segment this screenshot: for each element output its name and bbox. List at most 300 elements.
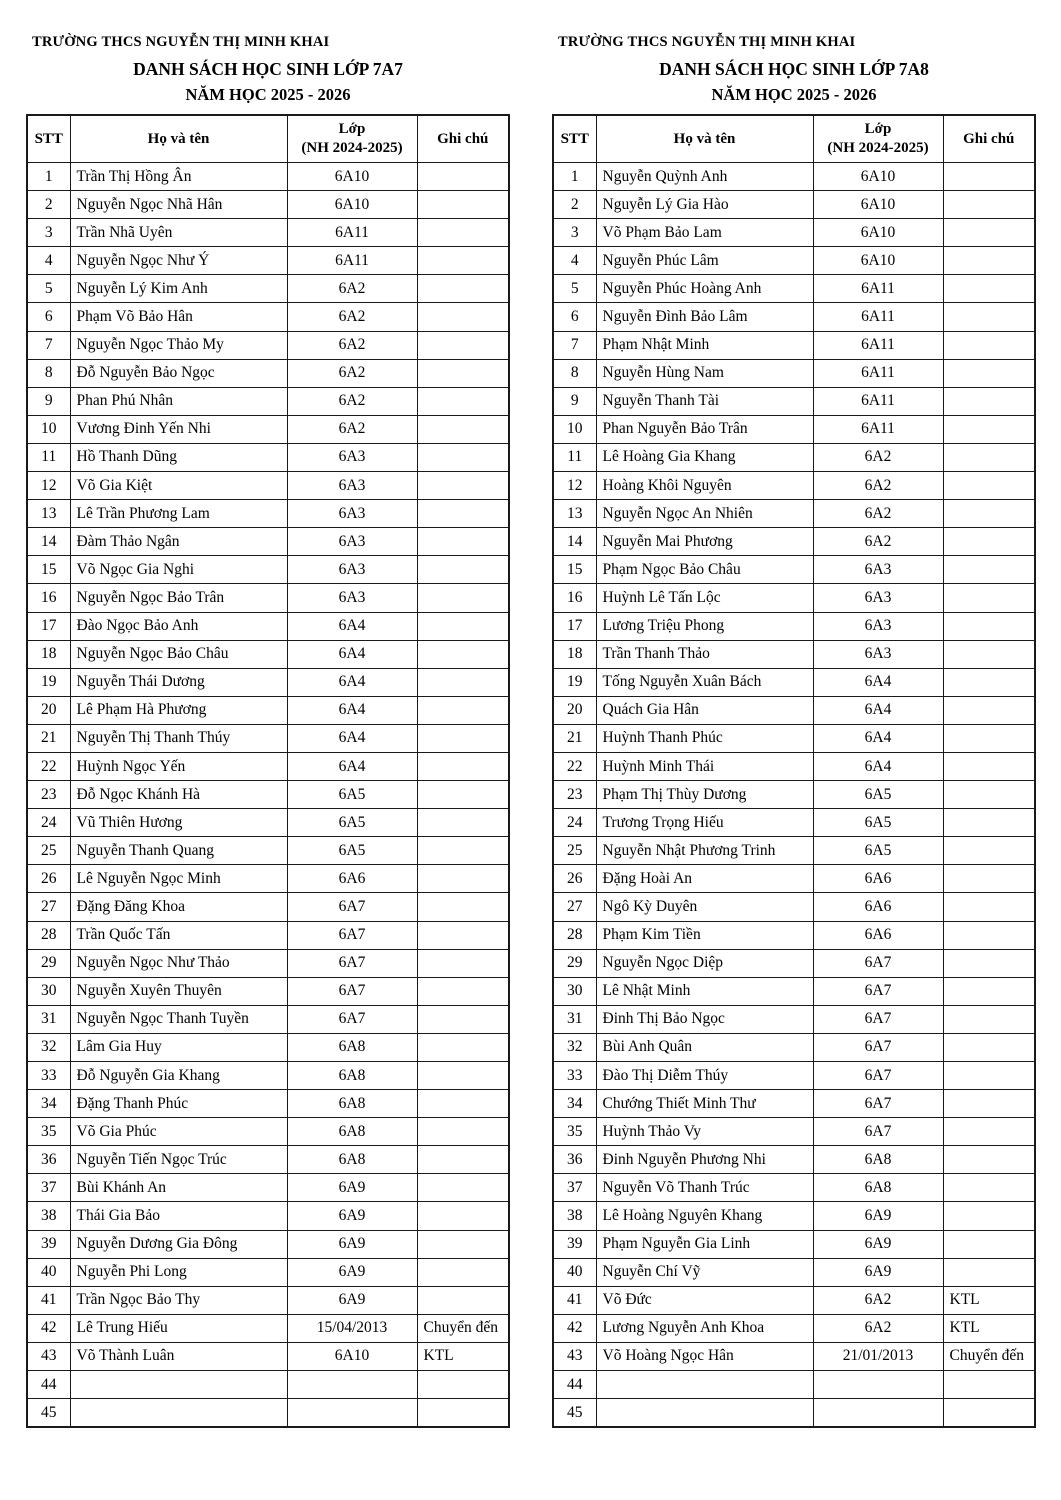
table-row xyxy=(553,1258,1035,1286)
table-row xyxy=(27,247,509,275)
table-row xyxy=(553,1062,1035,1090)
note-cell xyxy=(943,1230,1035,1258)
table-row xyxy=(27,1230,509,1258)
stt-cell: 12 xyxy=(553,472,596,500)
stt-cell: 37 xyxy=(553,1174,596,1202)
note-cell xyxy=(417,1230,509,1258)
column-header-note: Ghi chú xyxy=(417,115,509,163)
stt-cell: 41 xyxy=(553,1286,596,1314)
stt-cell: 39 xyxy=(553,1230,596,1258)
stt-cell: 25 xyxy=(553,837,596,865)
note-cell xyxy=(943,640,1035,668)
note-cell xyxy=(417,1399,509,1428)
name-cell: Phan Nguyễn Bảo Trân xyxy=(596,415,813,443)
table-row xyxy=(553,696,1035,724)
name-cell: Nguyễn Dương Gia Đông xyxy=(70,1230,287,1258)
note-cell xyxy=(417,500,509,528)
table-row xyxy=(553,500,1035,528)
class-cell: 6A10 xyxy=(813,247,943,275)
name-cell: Lương Triệu Phong xyxy=(596,612,813,640)
note-cell xyxy=(943,191,1035,219)
stt-cell: 20 xyxy=(27,696,70,724)
note-cell xyxy=(417,809,509,837)
class-cell: 6A11 xyxy=(813,359,943,387)
school-year: NĂM HỌC 2025 - 2026 xyxy=(185,85,351,104)
name-cell: Nguyễn Phúc Hoàng Anh xyxy=(596,275,813,303)
note-cell xyxy=(943,668,1035,696)
stt-cell: 17 xyxy=(553,612,596,640)
name-cell: Nguyễn Ngọc Nhã Hân xyxy=(70,191,287,219)
note-cell xyxy=(417,1062,509,1090)
note-cell xyxy=(943,1202,1035,1230)
stt-cell: 4 xyxy=(553,247,596,275)
name-cell: Lâm Gia Huy xyxy=(70,1033,287,1061)
stt-cell: 14 xyxy=(27,528,70,556)
table-row xyxy=(553,1174,1035,1202)
stt-cell: 37 xyxy=(27,1174,70,1202)
class-cell: 6A10 xyxy=(287,1342,417,1370)
table-row xyxy=(27,949,509,977)
table-row xyxy=(553,612,1035,640)
column-header-name: Họ và tên xyxy=(596,115,813,163)
table-row xyxy=(553,724,1035,752)
class-cell: 6A3 xyxy=(813,556,943,584)
stt-cell: 15 xyxy=(553,556,596,584)
note-cell xyxy=(943,949,1035,977)
class-cell: 6A5 xyxy=(287,809,417,837)
table-row xyxy=(27,696,509,724)
list-title: DANH SÁCH HỌC SINH LỚP 7A7 xyxy=(133,59,403,79)
class-cell: 6A7 xyxy=(287,949,417,977)
class-cell: 6A11 xyxy=(813,331,943,359)
name-cell: Vũ Thiên Hương xyxy=(70,809,287,837)
stt-cell: 26 xyxy=(27,865,70,893)
note-cell xyxy=(943,1371,1035,1399)
note-cell xyxy=(417,303,509,331)
note-cell xyxy=(943,1258,1035,1286)
table-row xyxy=(27,1399,509,1428)
stt-cell: 36 xyxy=(27,1146,70,1174)
class-cell: 6A2 xyxy=(287,387,417,415)
note-cell xyxy=(417,275,509,303)
class-cell: 6A3 xyxy=(287,500,417,528)
class-cell: 6A5 xyxy=(813,809,943,837)
name-cell: Nguyễn Phi Long xyxy=(70,1258,287,1286)
note-cell xyxy=(943,1146,1035,1174)
class-cell: 6A3 xyxy=(287,584,417,612)
class-cell: 6A7 xyxy=(813,949,943,977)
name-cell: Lê Trung Hiếu xyxy=(70,1314,287,1342)
table-row xyxy=(553,556,1035,584)
stt-cell: 32 xyxy=(27,1033,70,1061)
stt-cell: 17 xyxy=(27,612,70,640)
stt-cell: 19 xyxy=(553,668,596,696)
class-cell: 6A4 xyxy=(287,696,417,724)
note-cell xyxy=(417,752,509,780)
note-cell xyxy=(417,640,509,668)
stt-cell: 28 xyxy=(27,921,70,949)
name-cell: Nguyễn Ngọc Bảo Trân xyxy=(70,584,287,612)
name-cell: Nguyễn Mai Phương xyxy=(596,528,813,556)
note-cell xyxy=(417,1202,509,1230)
stt-cell: 11 xyxy=(27,443,70,471)
table-row xyxy=(27,809,509,837)
name-cell xyxy=(70,1399,287,1428)
table-row xyxy=(27,528,509,556)
class-cell: 6A9 xyxy=(813,1230,943,1258)
class-cell: 6A4 xyxy=(287,668,417,696)
note-cell xyxy=(943,556,1035,584)
stt-cell: 21 xyxy=(27,724,70,752)
table-row xyxy=(27,303,509,331)
stt-cell: 40 xyxy=(553,1258,596,1286)
table-row xyxy=(27,921,509,949)
name-cell: Nguyễn Lý Kim Anh xyxy=(70,275,287,303)
class-cell: 6A2 xyxy=(287,331,417,359)
name-cell: Đặng Hoài An xyxy=(596,865,813,893)
note-cell xyxy=(943,781,1035,809)
name-cell: Đặng Thanh Phúc xyxy=(70,1090,287,1118)
table-row xyxy=(553,1342,1035,1370)
stt-cell: 42 xyxy=(27,1314,70,1342)
name-cell: Phạm Nguyễn Gia Linh xyxy=(596,1230,813,1258)
note-cell xyxy=(417,1371,509,1399)
table-row xyxy=(553,1314,1035,1342)
table-row xyxy=(27,1174,509,1202)
class-cell: 6A3 xyxy=(287,443,417,471)
table-row xyxy=(27,359,509,387)
stt-cell: 10 xyxy=(27,415,70,443)
note-cell xyxy=(417,472,509,500)
class-cell: 6A7 xyxy=(287,977,417,1005)
class-cell: 6A4 xyxy=(813,696,943,724)
stt-cell: 44 xyxy=(27,1371,70,1399)
header-row xyxy=(27,115,509,163)
note-cell xyxy=(417,921,509,949)
note-cell xyxy=(417,1118,509,1146)
table-row xyxy=(553,331,1035,359)
name-cell: Lê Trần Phương Lam xyxy=(70,500,287,528)
name-cell: Lê Hoàng Nguyên Khang xyxy=(596,1202,813,1230)
table-row xyxy=(27,837,509,865)
stt-cell: 7 xyxy=(553,331,596,359)
class-cell: 6A3 xyxy=(287,472,417,500)
name-cell: Lê Phạm Hà Phương xyxy=(70,696,287,724)
note-cell: KTL xyxy=(943,1286,1035,1314)
name-cell: Nguyễn Ngọc Như Thảo xyxy=(70,949,287,977)
class-cell: 6A2 xyxy=(813,472,943,500)
stt-cell: 29 xyxy=(27,949,70,977)
class-cell: 6A9 xyxy=(287,1286,417,1314)
name-cell: Nguyễn Xuyên Thuyên xyxy=(70,977,287,1005)
class-cell: 6A2 xyxy=(287,359,417,387)
name-cell: Nguyễn Võ Thanh Trúc xyxy=(596,1174,813,1202)
class-cell: 6A2 xyxy=(813,1314,943,1342)
stt-cell: 43 xyxy=(27,1342,70,1370)
name-cell: Nguyễn Tiến Ngọc Trúc xyxy=(70,1146,287,1174)
class-cell: 6A4 xyxy=(287,612,417,640)
stt-cell: 43 xyxy=(553,1342,596,1370)
name-cell: Lê Nhật Minh xyxy=(596,977,813,1005)
note-cell xyxy=(943,359,1035,387)
table-row xyxy=(553,1146,1035,1174)
class-cell: 6A8 xyxy=(287,1062,417,1090)
stt-cell: 10 xyxy=(553,415,596,443)
note-cell xyxy=(417,949,509,977)
stt-cell: 23 xyxy=(27,781,70,809)
note-cell xyxy=(943,1174,1035,1202)
name-cell: Nguyễn Ngọc Thảo My xyxy=(70,331,287,359)
name-cell: Nguyễn Đình Bảo Lâm xyxy=(596,303,813,331)
table-row xyxy=(553,1286,1035,1314)
class-cell: 6A10 xyxy=(813,191,943,219)
table-row xyxy=(27,1146,509,1174)
class-cell: 15/04/2013 xyxy=(287,1314,417,1342)
stt-cell: 19 xyxy=(27,668,70,696)
note-cell xyxy=(943,977,1035,1005)
stt-cell: 35 xyxy=(553,1118,596,1146)
note-cell xyxy=(943,163,1035,191)
note-cell xyxy=(417,1174,509,1202)
note-cell xyxy=(943,1090,1035,1118)
table-row xyxy=(27,500,509,528)
name-cell: Hoàng Khôi Nguyên xyxy=(596,472,813,500)
stt-cell: 9 xyxy=(553,387,596,415)
table-row xyxy=(553,781,1035,809)
name-cell: Trần Ngọc Bảo Thy xyxy=(70,1286,287,1314)
table-row xyxy=(27,443,509,471)
stt-cell: 3 xyxy=(553,219,596,247)
table-row xyxy=(553,668,1035,696)
note-cell xyxy=(417,977,509,1005)
note-cell xyxy=(943,837,1035,865)
class-cell: 6A5 xyxy=(813,837,943,865)
table-row xyxy=(27,865,509,893)
class-cell: 6A4 xyxy=(287,724,417,752)
class-cell: 6A7 xyxy=(813,1062,943,1090)
stt-cell: 34 xyxy=(553,1090,596,1118)
class-cell: 6A7 xyxy=(287,921,417,949)
table-row xyxy=(27,1118,509,1146)
name-cell: Trần Thanh Thảo xyxy=(596,640,813,668)
table-row xyxy=(27,1005,509,1033)
class-cell: 6A8 xyxy=(813,1174,943,1202)
note-cell xyxy=(417,163,509,191)
class-cell: 6A6 xyxy=(813,893,943,921)
table-row xyxy=(27,1371,509,1399)
class-cell: 6A3 xyxy=(287,528,417,556)
class-cell: 6A10 xyxy=(287,191,417,219)
class-cell: 6A4 xyxy=(813,724,943,752)
class-cell: 6A7 xyxy=(813,977,943,1005)
table-row xyxy=(553,415,1035,443)
stt-cell: 13 xyxy=(553,500,596,528)
note-cell xyxy=(417,359,509,387)
class-cell: 6A4 xyxy=(813,752,943,780)
table-row xyxy=(553,1202,1035,1230)
class-cell: 6A7 xyxy=(287,1005,417,1033)
class-cell: 6A3 xyxy=(287,556,417,584)
table-row xyxy=(27,584,509,612)
note-cell xyxy=(417,191,509,219)
class-cell: 6A11 xyxy=(287,247,417,275)
class-cell: 6A2 xyxy=(287,415,417,443)
table-row xyxy=(553,247,1035,275)
table-row xyxy=(553,1371,1035,1399)
name-cell: Trần Thị Hồng Ân xyxy=(70,163,287,191)
note-cell xyxy=(943,472,1035,500)
stt-cell: 40 xyxy=(27,1258,70,1286)
note-cell xyxy=(417,865,509,893)
note-cell xyxy=(417,724,509,752)
class-cell: 6A10 xyxy=(287,163,417,191)
class-cell: 6A8 xyxy=(287,1090,417,1118)
stt-cell: 38 xyxy=(553,1202,596,1230)
column-header-class-line2: (NH 2024-2025) xyxy=(301,140,403,156)
name-cell: Ngô Kỳ Duyên xyxy=(596,893,813,921)
table-row xyxy=(553,977,1035,1005)
name-cell: Phạm Thị Thùy Dương xyxy=(596,781,813,809)
table-row xyxy=(553,528,1035,556)
note-cell: Chuyển đến xyxy=(943,1342,1035,1370)
stt-cell: 16 xyxy=(553,584,596,612)
table-row xyxy=(553,1005,1035,1033)
name-cell: Tống Nguyễn Xuân Bách xyxy=(596,668,813,696)
class-cell: 6A4 xyxy=(813,668,943,696)
stt-cell: 32 xyxy=(553,1033,596,1061)
note-cell xyxy=(943,1033,1035,1061)
note-cell xyxy=(417,668,509,696)
school-year: NĂM HỌC 2025 - 2026 xyxy=(711,85,877,104)
stt-cell: 26 xyxy=(553,865,596,893)
note-cell xyxy=(417,837,509,865)
name-cell: Nguyễn Ngọc Bảo Châu xyxy=(70,640,287,668)
column-header-class-line1: Lớp xyxy=(338,121,366,138)
name-cell: Huỳnh Minh Thái xyxy=(596,752,813,780)
name-cell: Trương Trọng Hiếu xyxy=(596,809,813,837)
table-row xyxy=(553,359,1035,387)
name-cell: Nguyễn Thanh Quang xyxy=(70,837,287,865)
note-cell xyxy=(943,275,1035,303)
stt-cell: 6 xyxy=(27,303,70,331)
name-cell: Chướng Thiết Minh Thư xyxy=(596,1090,813,1118)
class-cell: 6A11 xyxy=(287,219,417,247)
class-cell: 6A7 xyxy=(813,1033,943,1061)
class-cell xyxy=(813,1371,943,1399)
table-row xyxy=(27,472,509,500)
stt-cell: 11 xyxy=(553,443,596,471)
note-cell xyxy=(943,724,1035,752)
note-cell xyxy=(943,528,1035,556)
class-cell: 6A10 xyxy=(813,219,943,247)
stt-cell: 30 xyxy=(27,977,70,1005)
table-row xyxy=(27,163,509,191)
class-cell: 6A2 xyxy=(813,443,943,471)
stt-cell: 21 xyxy=(553,724,596,752)
stt-cell: 30 xyxy=(553,977,596,1005)
name-cell: Đinh Thị Bảo Ngọc xyxy=(596,1005,813,1033)
name-cell: Đào Ngọc Bảo Anh xyxy=(70,612,287,640)
table-row xyxy=(553,1033,1035,1061)
class-cell: 6A7 xyxy=(287,893,417,921)
list-title: DANH SÁCH HỌC SINH LỚP 7A8 xyxy=(659,59,929,79)
note-cell xyxy=(417,1090,509,1118)
note-cell xyxy=(417,696,509,724)
class-cell: 6A2 xyxy=(287,303,417,331)
table-row xyxy=(27,1314,509,1342)
name-cell: Bùi Anh Quân xyxy=(596,1033,813,1061)
stt-cell: 14 xyxy=(553,528,596,556)
table-row xyxy=(27,668,509,696)
name-cell: Nguyễn Ngọc Thanh Tuyền xyxy=(70,1005,287,1033)
column-header-class xyxy=(287,115,417,163)
note-cell xyxy=(417,1033,509,1061)
name-cell: Phạm Kim Tiền xyxy=(596,921,813,949)
class-cell: 6A2 xyxy=(813,528,943,556)
stt-cell: 3 xyxy=(27,219,70,247)
class-cell: 6A7 xyxy=(813,1090,943,1118)
name-cell: Hồ Thanh Dũng xyxy=(70,443,287,471)
class-cell xyxy=(287,1371,417,1399)
class-cell: 6A8 xyxy=(287,1146,417,1174)
stt-cell: 25 xyxy=(27,837,70,865)
class-cell: 6A9 xyxy=(813,1258,943,1286)
name-cell: Quách Gia Hân xyxy=(596,696,813,724)
table-row xyxy=(27,781,509,809)
stt-cell: 8 xyxy=(553,359,596,387)
note-cell xyxy=(943,415,1035,443)
table-row xyxy=(553,443,1035,471)
note-cell xyxy=(943,696,1035,724)
class-cell: 6A11 xyxy=(813,415,943,443)
column-header-stt: STT xyxy=(553,115,596,163)
name-cell: Huỳnh Lê Tấn Lộc xyxy=(596,584,813,612)
name-cell: Nguyễn Thái Dương xyxy=(70,668,287,696)
name-cell xyxy=(70,1371,287,1399)
stt-cell: 18 xyxy=(27,640,70,668)
class-cell: 6A9 xyxy=(287,1230,417,1258)
name-cell: Huỳnh Ngọc Yến xyxy=(70,752,287,780)
name-cell: Phạm Ngọc Bảo Châu xyxy=(596,556,813,584)
stt-cell: 27 xyxy=(553,893,596,921)
table-row xyxy=(27,893,509,921)
stt-cell: 5 xyxy=(553,275,596,303)
stt-cell: 42 xyxy=(553,1314,596,1342)
note-cell: KTL xyxy=(943,1314,1035,1342)
table-row xyxy=(553,163,1035,191)
table-row xyxy=(27,977,509,1005)
stt-cell: 41 xyxy=(27,1286,70,1314)
class-cell: 6A3 xyxy=(813,612,943,640)
class-cell: 6A6 xyxy=(813,865,943,893)
note-cell xyxy=(417,219,509,247)
name-cell: Đặng Đăng Khoa xyxy=(70,893,287,921)
note-cell xyxy=(943,893,1035,921)
stt-cell: 28 xyxy=(553,921,596,949)
class-cell: 6A2 xyxy=(287,275,417,303)
class-cell: 6A4 xyxy=(287,640,417,668)
note-cell xyxy=(417,556,509,584)
stt-cell: 2 xyxy=(27,191,70,219)
class-cell: 6A8 xyxy=(287,1033,417,1061)
note-cell xyxy=(417,1146,509,1174)
table-row xyxy=(27,1342,509,1370)
note-cell xyxy=(943,584,1035,612)
class-cell: 6A8 xyxy=(813,1146,943,1174)
class-cell: 6A6 xyxy=(287,865,417,893)
name-cell: Bùi Khánh An xyxy=(70,1174,287,1202)
note-cell xyxy=(943,247,1035,275)
